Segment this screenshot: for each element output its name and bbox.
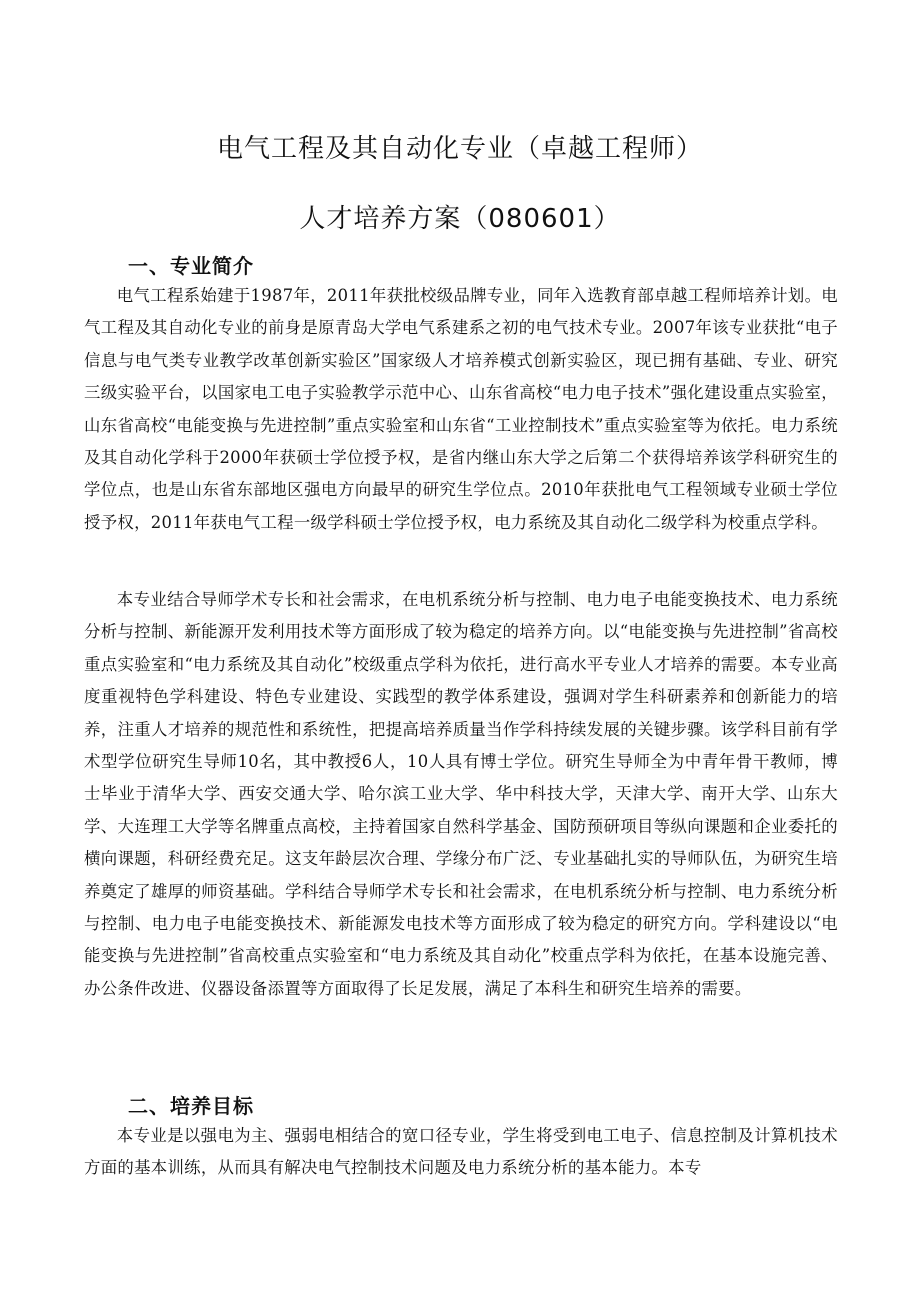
paragraph-goals-1: 本专业是以强电为主、强弱电相结合的宽口径专业，学生将受到电工电子、信息控制及计算机技术方面的基本训练，从而具有解决电气控制技术问题及电力系统分析的基本能力。本专	[84, 1126, 838, 1178]
paragraph-intro-2: 本专业结合导师学术专长和社会需求，在电机系统分析与控制、电力电子电能变换技术、电力系统分析与控制、新能源开发利用技术等方面形成了较为稳定的培养方向。以“电能变换与先进控制”省高校重点实验室和“电力系统及其自动化”校级重点学科为依托，进行高水平专业人才培养的需要。本专业高度重视特色学科建设、特色专业建设、实践型的教学体系建设，强调对学生科研素养和创新能力的培养，注重人才培养的规范性和系统性，把提高培养质量当作学科持续发展的关键步骤。该学科目前有学术型学位研究生导师10名，其中教授6人，10人具有博士学位。研究生导师全为中青年骨干教师，博士毕业于清华大学、西安交通大学、哈尔滨工业大学、华中科技大学，天津大学、南开大学、山东大学、大连理工大学等名牌重点高校，主持着国家自然科学基金、国防预研项目等纵向课题和企业委托的横向课题，科研经费充足。这支年龄层次合理、学缘分布广泛、专业基础扎实的导师队伍，为研究生培养奠定了雄厚的师资基础。学科结合导师学术专长和社会需求，在电机系统分析与控制、电力系统分析与控制、电力电子电能变换技术、新能源发电技术等方面形成了较为稳定的研究方向。学科建设以“电能变换与先进控制”省高校重点实验室和“电力系统及其自动化”校重点学科为依托，在基本设施完善、办公条件改进、仪器设备添置等方面取得了长足发展，满足了本科生和研究生培养的需要。	[84, 590, 838, 998]
paragraph-intro-1: 电气工程系始建于1987年，2011年获批校级品牌专业，同年入选教育部卓越工程师培养计划。电气工程及其自动化专业的前身是原青岛大学电气系建系之初的电气技术专业。2007年该专业获批“电子信息与电气类专业教学改革创新实验区”国家级人才培养模式创新实验区，现已拥有基础、专业、研究三级实验平台，以国家电工电子实验教学示范中心、山东省高校“电力电子技术”强化建设重点实验室，山东省高校“电能变换与先进控制”重点实验室和山东省“工业控制技术”重点实验室等为依托。电力系统及其自动化学科于2000年获硕士学位授予权，是省内继山东大学之后第二个获得培养该学科研究生的学位点，也是山东省东部地区强电方向最早的研究生学位点。2010年获批电气工程领域专业硕士学位授予权，2011年获电气工程一级学科硕士学位授予权，电力系统及其自动化二级学科为校重点学科。	[84, 286, 838, 532]
section-heading-intro: 一、专业简介	[128, 254, 254, 278]
document-title-line1: 电气工程及其自动化专业（卓越工程师）	[216, 134, 703, 164]
section-heading-goals: 二、培养目标	[128, 1094, 254, 1118]
document-title-line2: 人才培养方案（080601）	[299, 204, 621, 234]
